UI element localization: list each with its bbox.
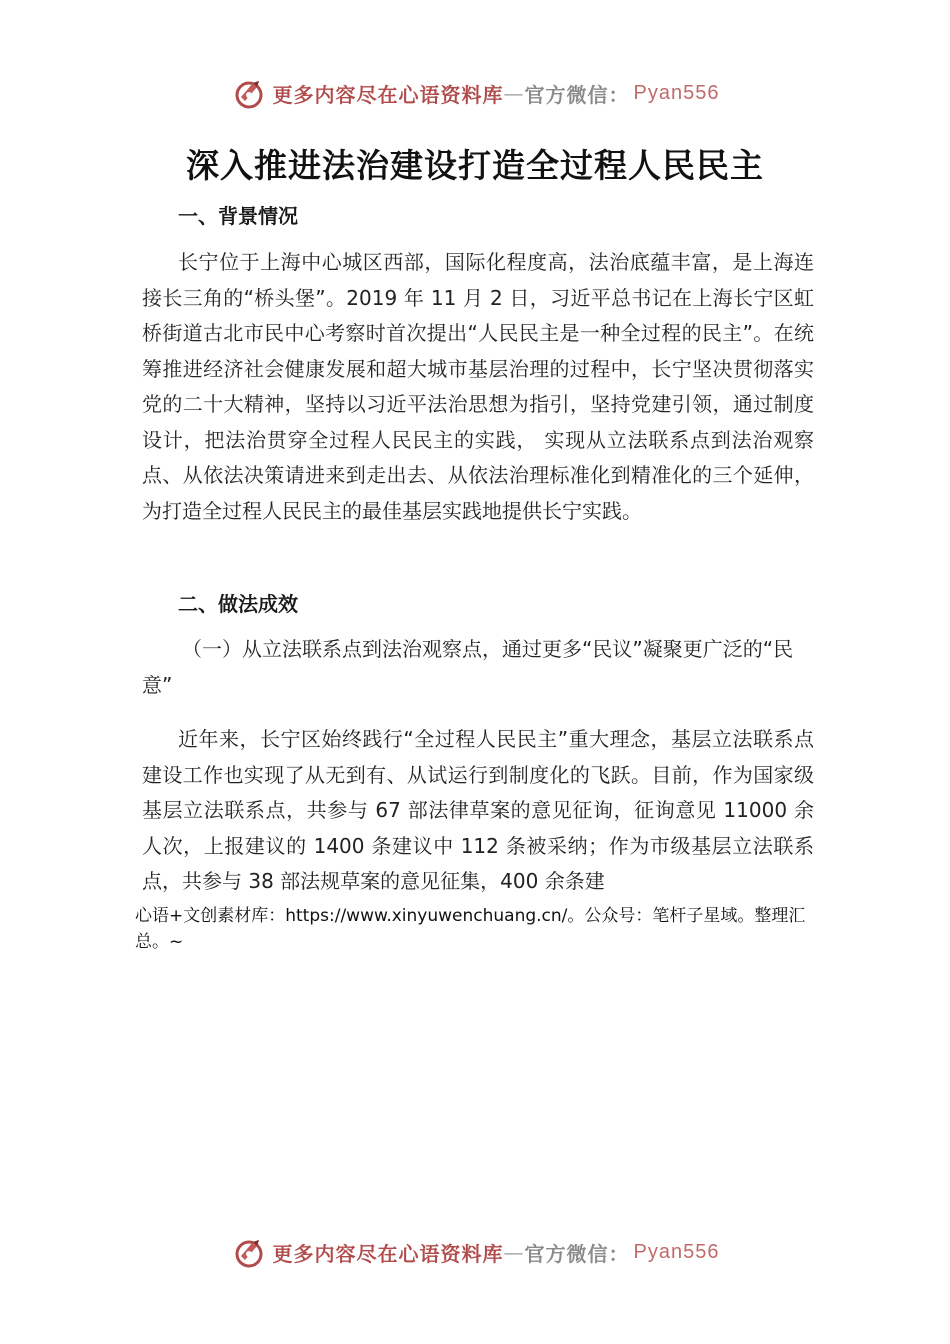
banner-wechat-handle: Pyan556	[633, 81, 720, 104]
brand-logo-icon	[231, 1234, 267, 1270]
banner-slogan: 更多内容尽在心语资料库	[272, 1241, 504, 1266]
banner-wechat-handle: Pyan556	[633, 1240, 720, 1263]
section-heading-results: 二、做法成效	[178, 592, 298, 616]
footer-note: 心语+文创素材库：https://www.xinyuwenchuang.cn/。公众号：笔杆子星域。整理汇总。~	[135, 906, 806, 952]
section-heading-background: 一、背景情况	[178, 204, 298, 228]
banner-separator: —	[503, 1240, 525, 1264]
brand-logo-icon	[231, 75, 267, 111]
footer-banner	[0, 1232, 950, 1272]
subsection-heading: （一）从立法联系点到法治观察点，通过更多“民议”凝聚更广泛的“民意”	[142, 637, 794, 697]
banner-slogan: 更多内容尽在心语资料库	[272, 82, 504, 107]
background-paragraph: 长宁位于上海中心城区西部，国际化程度高，法治底蕴丰富，是上海连接长三角的“桥头堡”。2019 年 11 月 2 日，习近平总书记在上海长宁区虹桥街道古北市民中心考察时首次提出“人民民主是一种全过程的民主”。在统筹推进经济社会健康发展和超大城市基层治理的过程中，长宁坚决贯彻落实党的二十大精神，坚持以习近平法治思想为指引，坚持党建引领，通过制度设计，把法治贯穿全过程人民民主的实践， 实现从立法联系点到法治观察点、从依法决策请进来到走出去、从依法治理标准化到精准化的三个延伸，为打造全过程人民民主的最佳基层实践地提供长宁实践。	[142, 250, 814, 523]
document-title: 深入推进法治建设打造全过程人民民主	[186, 146, 764, 185]
banner-official-label: 官方微信：	[524, 82, 630, 107]
header-banner	[0, 73, 950, 113]
banner-separator: —	[503, 81, 525, 105]
results-paragraph: 近年来，长宁区始终践行“全过程人民民主”重大理念，基层立法联系点建设工作也实现了从无到有、从试运行到制度化的飞跃。目前，作为国家级基层立法联系点，共参与 67 部法律草案的意见征询，征询意见 11000 余人次，上报建议的 1400 条建议中 112 条被采纳；作为市级基层立法联系点，共参与 38 部法规草案的意见征集，400 余条建	[142, 727, 814, 893]
banner-official-label: 官方微信：	[524, 1241, 630, 1266]
